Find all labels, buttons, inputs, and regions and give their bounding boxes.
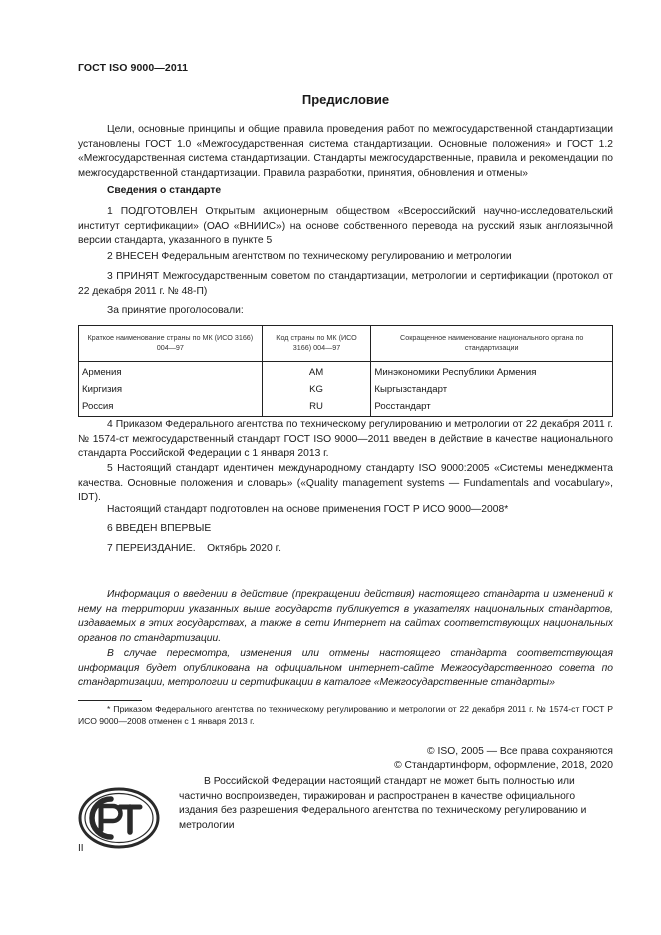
info-italic-paragraph-1: Информация о введении в действие (прекращении действия) настоящего стандарта и изменений к нему на территории указанных выше государств публикуется в указателях национальных стандартов, издаваемых в этих государствах, а также в сети Интернет на сайтах соответствующих национальных органов по стандартизации. <box>78 589 613 644</box>
table-header-row <box>79 326 613 362</box>
item-4-order: 4 Приказом Федерального агентства по техническому регулированию и метрологии от 22 декабря 2011 г. № 1574-ст межгосударственный стандарт ГОСТ ISO 9000—2011 введен в действие в качестве национального стандарта Российской Федерации с 1 января 2013 г. <box>78 419 613 460</box>
copyright-standartinform: © Стандартинформ, оформление, 2018, 2020 <box>394 760 613 771</box>
info-heading: Сведения о стандарте <box>107 185 222 196</box>
country-cell: Россия <box>79 398 263 417</box>
item-5-identical: 5 Настоящий стандарт идентичен международному стандарту ISO 9000:2005 «Системы менеджмента качества. Основные положения и словарь» («Quality management systems — Fundamentals and vocabulary», IDT). <box>78 463 613 504</box>
copyright-iso: © ISO, 2005 — Все права сохраняются <box>427 746 613 757</box>
country-cell: Армения <box>79 362 263 382</box>
body-cell: Кыргызстандарт <box>371 381 613 398</box>
item-6-first: 6 ВВЕДЕН ВПЕРВЫЕ <box>107 523 212 534</box>
footnote-divider <box>78 700 142 701</box>
country-cell: Киргизия <box>79 381 263 398</box>
item-7-reissue: 7 ПЕРЕИЗДАНИЕ. Октябрь 2020 г. <box>107 543 281 554</box>
body-cell: Минэкономики Республики Армения <box>371 362 613 382</box>
rf-reproduction-notice: В Российской Федерации настоящий стандарт не может быть полностью или частично воспроизведен, тиражирован и распространен в качестве официального издания без разрешения Федерального агентства по техническому регулированию и метрологии <box>179 776 587 831</box>
column-header-body: Сокращенное наименование национального органа по стандартизации <box>371 326 613 362</box>
rst-certification-mark-icon <box>78 787 160 849</box>
item-2-introduced: 2 ВНЕСЕН Федеральным агентством по техническому регулированию и метрологии <box>107 251 512 262</box>
table-row <box>79 362 613 382</box>
item-1-prepared: 1 ПОДГОТОВЛЕН Открытым акционерным обществом «Всероссийский научно-исследовательский институт сертификации» (ОАО «ВНИИС») на основе собственного перевода на русский язык англоязычной версии стандарта, указанного в пункте 5 <box>78 206 613 247</box>
code-cell: RU <box>262 398 371 417</box>
column-header-code: Код страны по МК (ИСО 3166) 004—97 <box>262 326 371 362</box>
intro-paragraph: Цели, основные принципы и общие правила проведения работ по межгосударственной стандартизации установлены ГОСТ 1.0 «Межгосударственная система стандартизации. Основные положения» и ГОСТ 1.2 «Межгосударственная система стандартизации. Стандарты межгосударственные, правила и рекомендации по межгосударственной стандартизации. Правила разработки, принятия, обновления и отмены» <box>78 124 613 179</box>
code-cell: KG <box>262 381 371 398</box>
code-cell: AM <box>262 362 371 382</box>
voted-label: За принятие проголосовали: <box>107 305 244 316</box>
footnote: * Приказом Федерального агентства по техническому регулированию и метрологии от 22 декабря 2011 г. № 1574-ст ГОСТ Р ИСО 9000—2008 отменен с 1 января 2013 г. <box>78 704 613 727</box>
page-title: Предисловие <box>301 92 390 107</box>
page-number: II <box>78 843 84 854</box>
table-row <box>79 381 613 398</box>
item-3-adopted: 3 ПРИНЯТ Межгосударственным советом по стандартизации, метрологии и сертификации (протокол от 22 декабря 2011 г. № 48-П) <box>78 271 613 297</box>
standard-code-header: ГОСТ ISO 9000—2011 <box>78 62 189 74</box>
voting-states-table <box>78 325 613 417</box>
column-header-country: Краткое наименование страны по МК (ИСО 3166) 004—97 <box>79 326 263 362</box>
body-cell: Росстандарт <box>371 398 613 417</box>
info-italic-paragraph-2: В случае пересмотра, изменения или отмены настоящего стандарта соответствующая информация будет опубликована на официальном интернет-сайте Межгосударственного совета по стандартизации, метрологии и сертификации в каталоге «Межгосударственные стандарты» <box>78 648 613 689</box>
table-row <box>79 398 613 417</box>
item-5-basis: Настоящий стандарт подготовлен на основе применения ГОСТ Р ИСО 9000—2008* <box>107 504 509 515</box>
